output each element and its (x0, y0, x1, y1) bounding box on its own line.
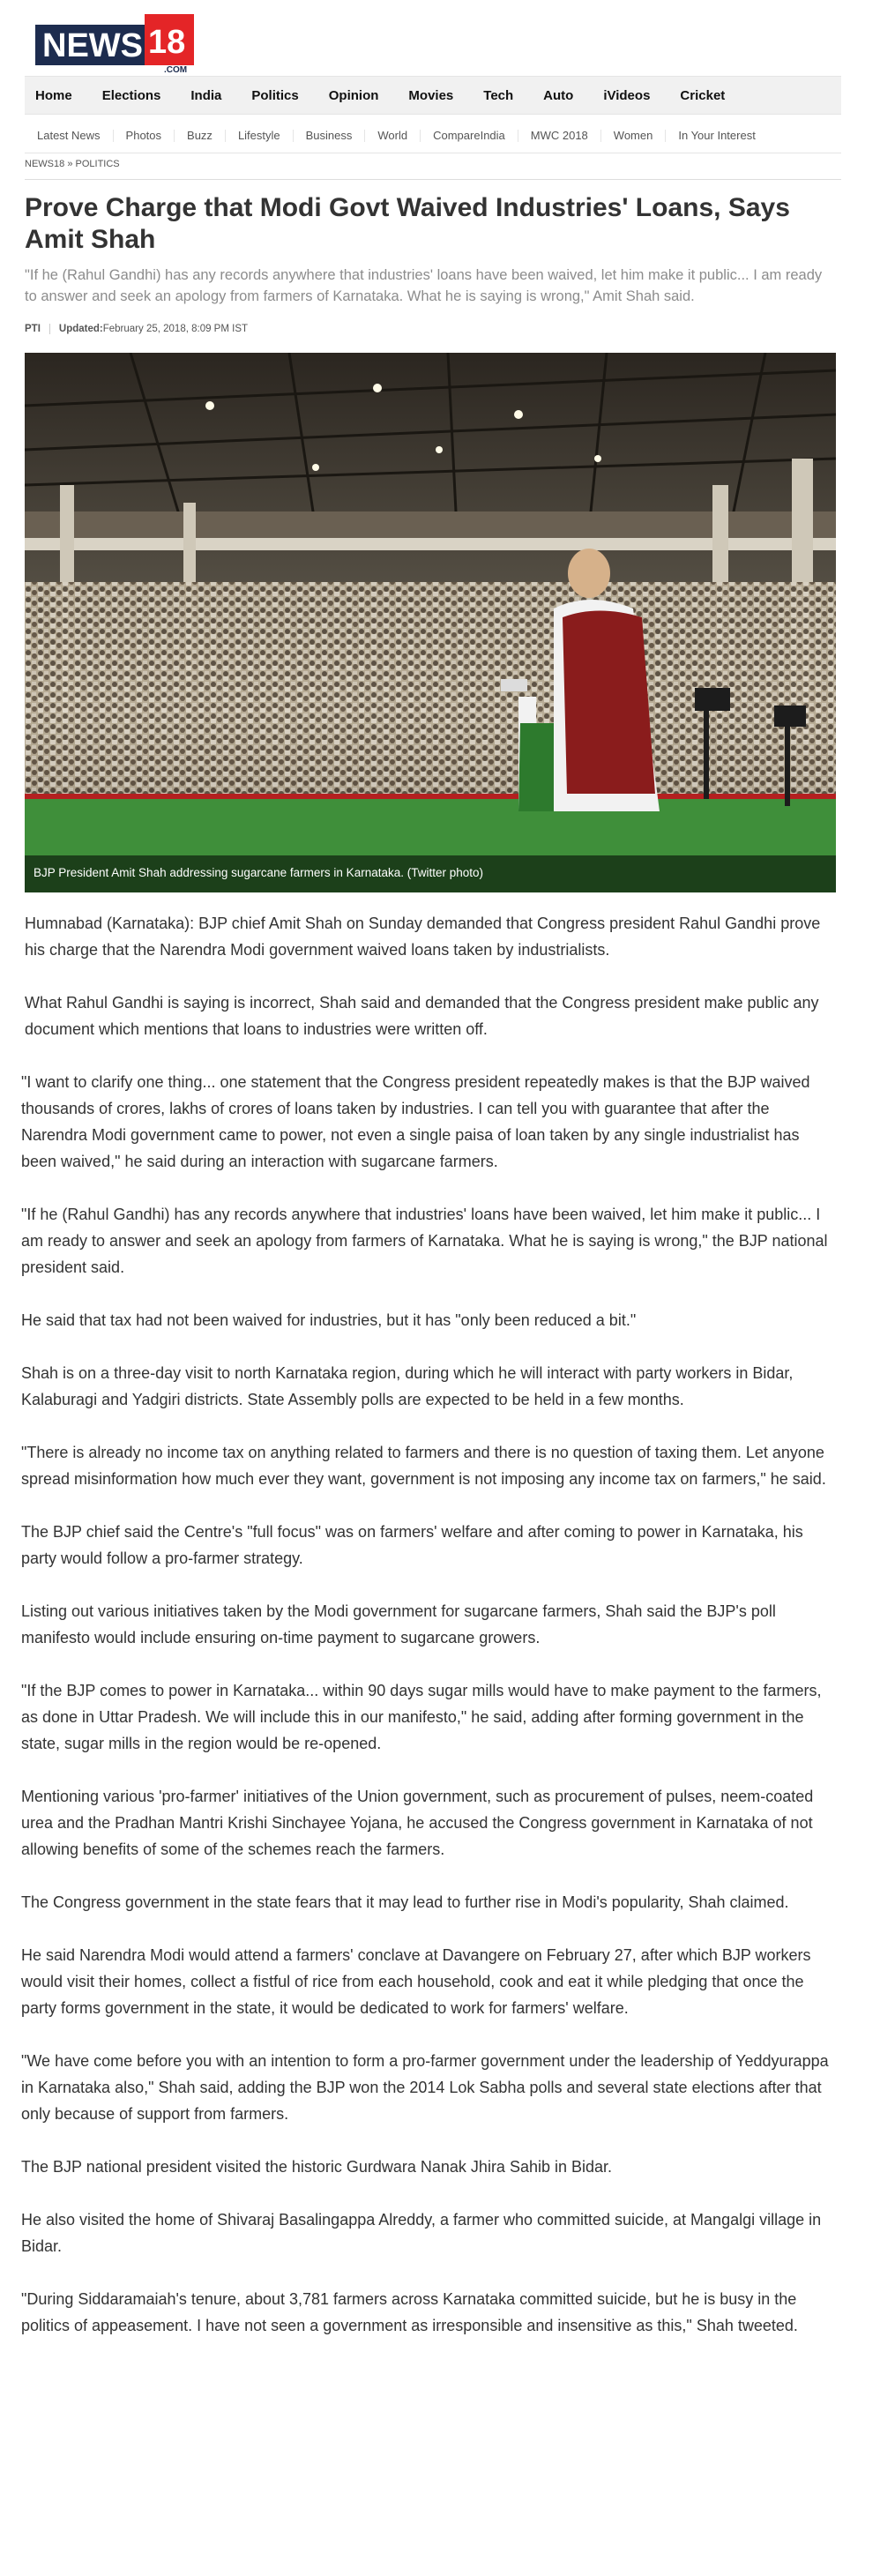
updated-time: February 25, 2018, 8:09 PM IST (102, 324, 249, 334)
lead-paragraph: What Rahul Gandhi is saying is incorrect, Shah said and demanded that the Congress president make public any document which mentions that loans to industries were written off. (25, 994, 819, 1038)
nav-india[interactable]: India (190, 87, 222, 103)
subnav-compareindia[interactable]: CompareIndia (421, 130, 518, 142)
updated-label: Updated: (58, 324, 103, 334)
nav-opinion[interactable]: Opinion (328, 87, 379, 103)
news18-logo-icon (35, 12, 203, 74)
body-paragraph: Listing out various initiatives taken by the Modi government for sugarcane farmers, Shah said the BJP's poll manifesto would include ensuring on-time payment to sugarcane growers. (21, 1602, 776, 1646)
news18-logo[interactable] (35, 12, 203, 74)
article-title: Prove Charge that Modi Govt Waived Industries' Loans, Says Amit Shah (25, 193, 790, 254)
body-paragraph: The BJP national president visited the historic Gurdwara Nanak Jhira Sahib in Bidar. (21, 2158, 613, 2176)
article-author[interactable]: PTI (25, 324, 50, 334)
breadcrumb (25, 159, 120, 169)
breadcrumb-home[interactable]: NEWS18 (25, 159, 65, 169)
body-paragraph: He said Narendra Modi would attend a farmers' conclave at Davangere on February 27, after which BJP workers would visit their homes, collect a fistful of rice from each household, cook and eat it while pledging that once the party forms government in the state, it would be dedicated to work for farmers' welfare. (21, 1946, 811, 2017)
nav-elections[interactable]: Elections (101, 87, 161, 103)
logo-number: 18 (148, 24, 186, 61)
subnav-latest-news[interactable]: Latest News (25, 130, 114, 142)
nav-tech[interactable]: Tech (483, 87, 514, 103)
body-paragraph: "We have come before you with an intention to form a pro-farmer government under the leadership of Yeddyurappa in Karnataka also," Shah said, adding the BJP won the 2014 Lok Sabha polls and several state elections after that only because of support from farmers. (21, 2052, 829, 2123)
image-caption: BJP President Amit Shah addressing sugarcane farmers in Karnataka. (Twitter photo) (25, 855, 836, 892)
secondary-nav (25, 118, 841, 153)
nav-cricket[interactable]: Cricket (680, 87, 726, 103)
subnav-business[interactable]: Business (294, 130, 366, 142)
breadcrumb-section[interactable]: POLITICS (75, 159, 120, 169)
breadcrumb-divider (25, 179, 841, 180)
lead-paragraph: Humnabad (Karnataka): BJP chief Amit Shah on Sunday demanded that Congress president Rahul Gandhi prove his charge that the Narendra Modi government waived loans taken by industrialists. (25, 915, 821, 959)
body-paragraph: "During Siddaramaiah's tenure, about 3,781 farmers across Karnataka committed suicide, but he is busy in the politics of appeasement. I have not seen a government as irresponsible and insensitive as this," Shah tweeted. (21, 2290, 798, 2334)
body-paragraph: The Congress government in the state fears that it may lead to further rise in Modi's popularity, Shah claimed. (21, 1893, 789, 1911)
subnav-in-your-interest[interactable]: In Your Interest (678, 128, 756, 142)
primary-nav (25, 76, 841, 115)
body-paragraph: "There is already no income tax on anything related to farmers and there is no question of taxing them. Let anyone spread misinformation how much ever they want, government is not imposing any income tax on farmers," he said. (21, 1444, 826, 1488)
subnav-women[interactable]: Women (601, 130, 667, 142)
article-summary: "If he (Rahul Gandhi) has any records anywhere that industries' loans have been waived, let him make it public... I am ready to answer and seek an apology from farmers of Karnataka. What he is saying is wrong," Amit Shah said. (25, 267, 823, 304)
body-paragraph: Mentioning various 'pro-farmer' initiatives of the Union government, such as procurement of pulses, neem-coated urea and the Pradhan Mantri Krishi Sinchayee Yojana, he accused the Congress government in Karnataka of not allowing benefits of some of the schemes reach the farmers. (21, 1788, 814, 1858)
subnav-photos[interactable]: Photos (114, 130, 175, 142)
body-paragraph: Shah is on a three-day visit to north Karnataka region, during which he will interact with party workers in Bidar, Kalaburagi and Yadgiri districts. State Assembly polls are expected to be held in a few months. (21, 1364, 794, 1408)
body-paragraph: He said that tax had not been waived for industries, but it has "only been reduced a bit." (21, 1311, 637, 1329)
article-meta (25, 321, 248, 337)
body-paragraph: He also visited the home of Shivaraj Basalingappa Alreddy, a farmer who committed suicide, at Mangalgi village in Bidar. (21, 2211, 822, 2255)
rally-photo (25, 353, 836, 892)
logo-suffix: .COM (164, 65, 188, 74)
body-paragraph: "If the BJP comes to power in Karnataka... within 90 days sugar mills would have to make payment to the farmers, as done in Uttar Pradesh. We will include this in our manifesto," he said, adding after forming government in the state, sugar mills in the region would be re-opened. (21, 1682, 822, 1752)
body-paragraph: The BJP chief said the Centre's "full focus" was on farmers' welfare and after coming to power in Karnataka, his party would follow a pro-farmer strategy. (21, 1523, 803, 1567)
subnav-world[interactable]: World (365, 130, 421, 142)
body-paragraph: "I want to clarify one thing... one statement that the Congress president repeatedly makes is that the BJP waived thousands of crores, lakhs of crores of loans taken by industries. I can tell you with guarantee that after the Narendra Modi government came to power, not even a single paisa of loan taken by any single industrialist has been waived," he said during an interaction with sugarcane farmers. (21, 1073, 810, 1170)
subnav-lifestyle[interactable]: Lifestyle (226, 130, 294, 142)
nav-politics[interactable]: Politics (251, 87, 299, 103)
nav-home[interactable]: Home (35, 87, 72, 103)
nav-auto[interactable]: Auto (543, 87, 574, 103)
nav-ivideos[interactable]: iVideos (603, 87, 651, 103)
nav-movies[interactable]: Movies (408, 87, 454, 103)
logo-text: NEWS (42, 27, 143, 64)
body-paragraph: "If he (Rahul Gandhi) has any records anywhere that industries' loans have been waived, let him make it public... I am ready to answer and seek an apology from farmers of Karnataka. What he is saying is wrong," the BJP national president said. (21, 1206, 828, 1276)
hero-image (25, 353, 836, 892)
subnav-buzz[interactable]: Buzz (175, 130, 226, 142)
subnav-mwc-2018[interactable]: MWC 2018 (518, 130, 601, 142)
article-body (21, 910, 834, 2365)
breadcrumb-separator: » (67, 159, 73, 169)
